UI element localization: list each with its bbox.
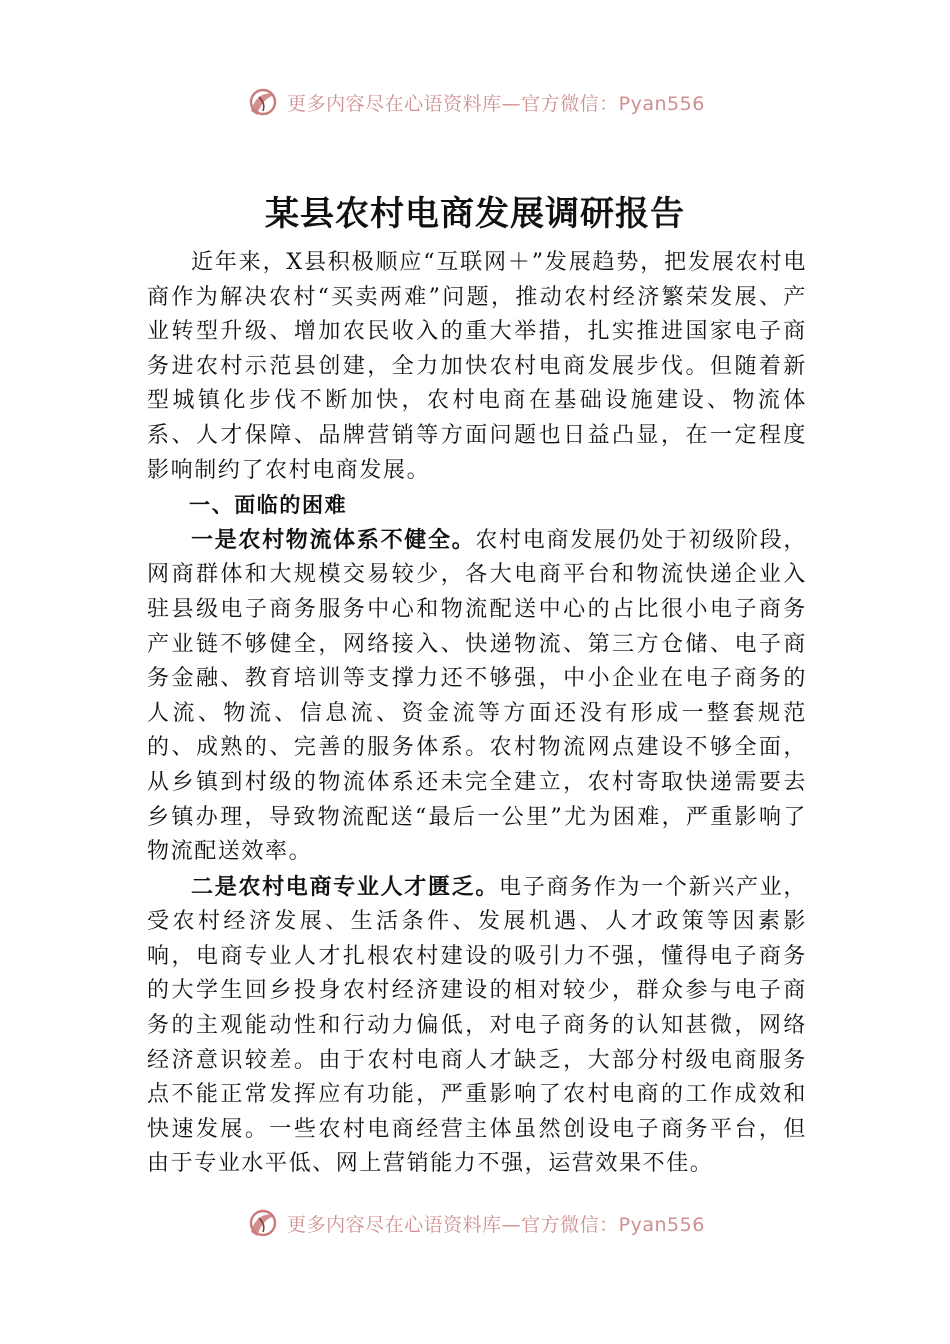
watermark-group <box>245 1206 705 1236</box>
point-two-paragraph <box>147 870 807 1182</box>
ribbon-seal-logo-icon <box>245 1206 279 1236</box>
intro-paragraph: 近年来，X县积极顺应“互联网＋”发展趋势，把发展农村电商作为解决农村“买卖两难”问题，推动农村经济繁荣发展、产业转型升级、增加农民收入的重大举措，扎实推进国家电子商务进农村示范县创建，全力加快农村电商发展步伐。但随着新型城镇化步伐不断加快，农村电商在基础设施建设、物流体系、人才保障、品牌营销等方面问题也日益凸显，在一定程度影响制约了农村电商发展。 <box>147 250 807 483</box>
document-body <box>147 246 807 1182</box>
point-one-paragraph <box>147 523 807 870</box>
ribbon-seal-logo-icon <box>245 85 279 119</box>
watermark-group <box>245 85 705 119</box>
watermark-text: 更多内容尽在心语资料库—官方微信：Pyan556 <box>287 1213 705 1236</box>
document-title: 某县农村电商发展调研报告 <box>265 194 685 234</box>
point-two-body: 电子商务作为一个新兴产业，受农村经济发展、生活条件、发展机遇、人才政策等因素影响，电商专业人才扎根农村建设的吸引力不强，懂得电子商务的大学生回乡投身农村经济建设的相对较少，群众参与电子商务的主观能动性和行动力偏低，对电子商务的认知甚微，网络经济意识较差。由于农村电商人才缺乏，大部分村级电商服务点不能正常发挥应有功能，严重影响了农村电商的工作成效和快速发展。一些农村电商经营主体虽然创设电子商务平台，但由于专业水平低、网上营销能力不强，运营效果不佳。 <box>147 874 807 1177</box>
point-one-body: 农村电商发展仍处于初级阶段，网商群体和大规模交易较少，各大电商平台和物流快递企业入驻县级电子商务服务中心和物流配送中心的占比很小电子商务产业链不够健全，网络接入、快递物流、第三方仓储、电子商务金融、教育培训等支撑力还不够强，中小企业在电子商务的人流、物流、信息流、资金流等方面还没有形成一整套规范的、成熟的、完善的服务体系。农村物流网点建设不够全面，从乡镇到村级的物流体系还未完全建立，农村寄取快递需要去乡镇办理，导致物流配送“最后一公里”尤为困难，严重影响了物流配送效率。 <box>147 527 808 865</box>
point-two-lead: 二是农村电商专业人才匮乏。 <box>191 873 500 900</box>
watermark-footer <box>0 1202 950 1236</box>
point-one-lead: 一是农村物流体系不健全。 <box>191 526 476 553</box>
watermark-text: 更多内容尽在心语资料库—官方微信：Pyan556 <box>287 92 705 115</box>
watermark-header <box>0 82 950 122</box>
section-heading: 一、面临的困难 <box>189 493 348 518</box>
